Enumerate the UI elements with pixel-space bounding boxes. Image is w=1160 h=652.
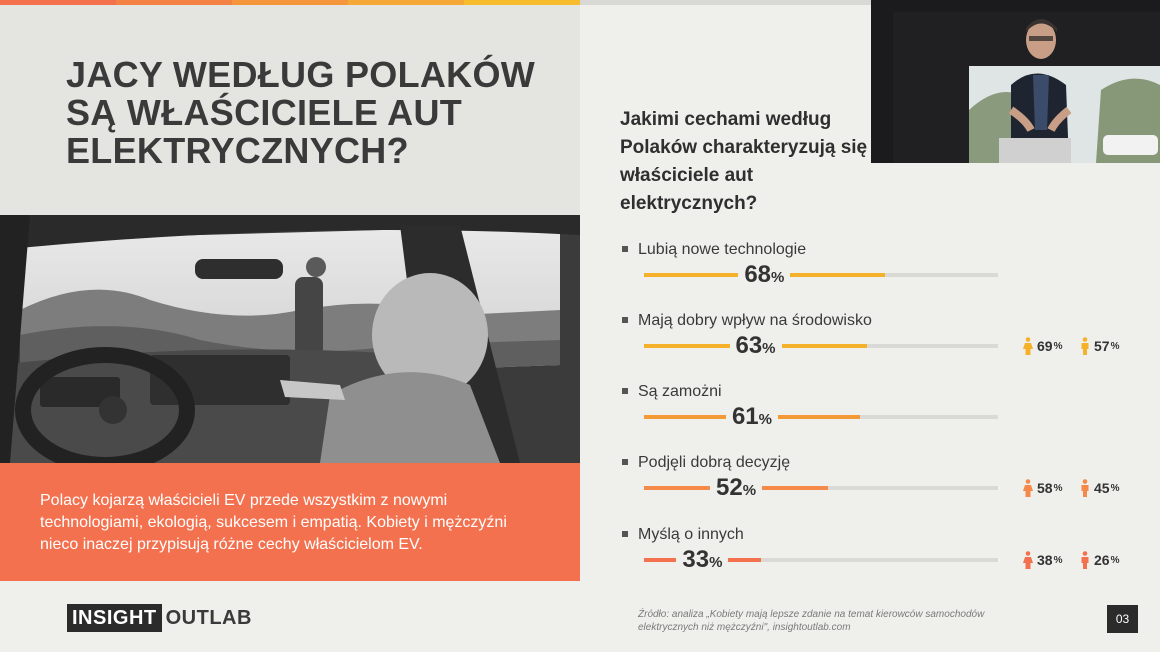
trait-item: [620, 311, 1140, 367]
women-value: [1023, 479, 1062, 497]
question-heading: Jakimi cechami według Polaków charakteryzują się właściciele aut elektrycznych?: [620, 109, 868, 214]
car-interior-photo: [0, 215, 580, 463]
trait-item: [620, 240, 1140, 296]
men-percent: 45: [1094, 480, 1110, 496]
percent-number: 52: [716, 474, 743, 501]
men-value: [1080, 337, 1119, 355]
percent-value: [676, 546, 728, 574]
trait-label-text: Podjęli dobrą decyzję: [638, 454, 791, 471]
men-value: [1080, 479, 1119, 497]
presenter-video: [871, 0, 1160, 163]
progress-track: [644, 273, 998, 277]
percent-unit: %: [1053, 340, 1063, 352]
women-percent: 38: [1037, 552, 1053, 568]
progress-track: [644, 415, 998, 419]
percent-unit: %: [742, 482, 757, 499]
percent-value: [710, 474, 762, 502]
percent-unit: %: [762, 340, 776, 357]
trait-item: [620, 525, 1140, 581]
men-percent: 26: [1094, 552, 1110, 568]
woman-icon: [1023, 479, 1033, 497]
trait-label: [620, 453, 790, 473]
percent-unit: %: [1053, 554, 1063, 566]
trait-label: [620, 382, 722, 402]
progress-track: [644, 486, 998, 490]
women-value: [1023, 337, 1062, 355]
bullet-icon: [622, 388, 628, 394]
percent-value: [729, 332, 781, 360]
logo-outlab: OUTLAB: [165, 607, 252, 629]
caption-text: Polacy kojarzą właścicieli EV przede wszystkim z nowymi technologiami, ekologią, sukcesem i empatią. Kobiety i mężczyźni nieco inaczej przypisują różne cechy właścicielom EV.: [40, 492, 507, 553]
trait-label-text: Lubią nowe technologie: [638, 241, 807, 258]
percent-unit: %: [758, 411, 772, 428]
page-number: 03: [1107, 605, 1138, 633]
bullet-icon: [622, 317, 628, 323]
insightoutlab-logo: [67, 604, 252, 632]
women-percent: 69: [1037, 338, 1053, 354]
trait-label: [620, 240, 806, 260]
progress-track: [644, 344, 998, 348]
percent-unit: %: [1110, 554, 1120, 566]
trait-label: [620, 311, 872, 331]
man-icon: [1080, 337, 1090, 355]
trait-label: [620, 525, 744, 545]
trait-item: [620, 453, 1140, 509]
percent-number: 33: [682, 546, 710, 573]
percent-value: [738, 261, 790, 289]
percent-unit: %: [1053, 482, 1063, 494]
logo-insight: INSIGHT: [67, 604, 162, 632]
percent-unit: %: [1110, 340, 1120, 352]
men-percent: 57: [1094, 338, 1110, 354]
women-value: [1023, 551, 1062, 569]
bullet-icon: [622, 459, 628, 465]
percent-unit: %: [1110, 482, 1120, 494]
percent-number: 68: [744, 261, 772, 288]
bullet-icon: [622, 246, 628, 252]
slide-title: JACY WEDŁUG POLAKÓW SĄ WŁAŚCICIELE AUT ELEKTRYCZNYCH?: [66, 54, 536, 171]
percent-number: 61: [731, 403, 759, 430]
percent-number: 63: [735, 332, 763, 359]
man-icon: [1080, 479, 1090, 497]
bullet-icon: [622, 531, 628, 537]
man-icon: [1080, 551, 1090, 569]
trait-label-text: Są zamożni: [638, 383, 722, 400]
trait-item: [620, 382, 1140, 438]
percent-value: [726, 403, 778, 431]
percent-unit: %: [771, 269, 785, 286]
woman-icon: [1023, 551, 1033, 569]
trait-label-text: Myślą o innych: [638, 526, 744, 543]
trait-label-text: Mają dobry wpływ na środowisko: [638, 312, 872, 329]
source-note: Źródło: analiza „Kobiety mają lepsze zdanie na temat kierowców samochodów elektrycznych niż mężczyźni", insightoutlab.com: [638, 609, 985, 633]
percent-unit: %: [709, 554, 723, 571]
men-value: [1080, 551, 1119, 569]
women-percent: 58: [1037, 480, 1053, 496]
woman-icon: [1023, 337, 1033, 355]
